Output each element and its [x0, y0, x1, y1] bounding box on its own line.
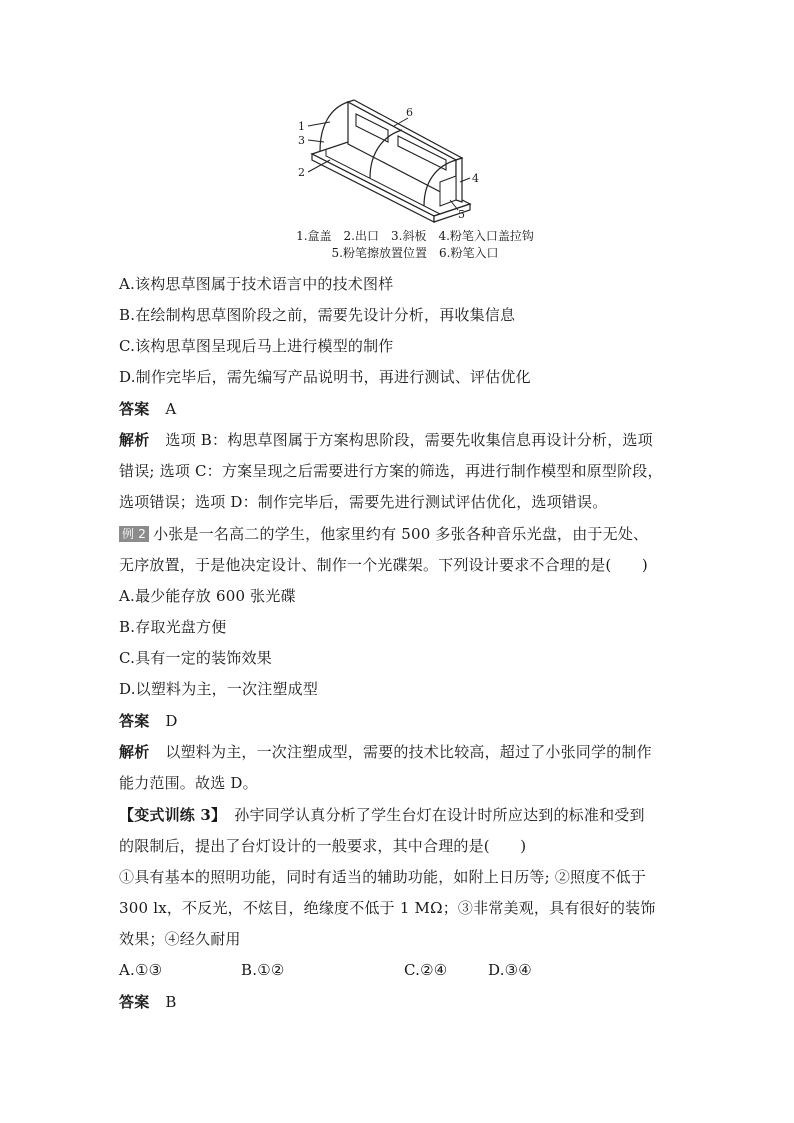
callout-number: 6 — [406, 106, 413, 119]
answer-row — [119, 711, 178, 731]
analysis-text: 错误; 选项 C：方案呈现之后需要进行方案的筛选，再进行制作模型和原型阶段， — [119, 462, 663, 480]
option-b: B.①② — [241, 961, 285, 979]
option-d: D.③④ — [488, 961, 532, 979]
variant-title: 【变式训练 3】 — [119, 806, 227, 824]
figure-caption-line: 5.粉笔擦放置位置 6.粉笔入口 — [331, 246, 499, 260]
analysis-text: 以塑料为主，一次注塑成型，需要的技术比较高，超过了小张同学的制作 — [165, 743, 652, 761]
analysis-label: 解析 — [119, 431, 150, 449]
answer-label: 答案 — [119, 712, 150, 730]
variant-stem-text: 的限制后，提出了台灯设计的一般要求，其中合理的是( ) — [119, 837, 527, 855]
option-a: A.该构思草图属于技术语言中的技术图样 — [119, 275, 394, 293]
answer-row — [119, 992, 177, 1012]
option-d: D.制作完毕后，需先编写产品说明书，再进行测试、评估优化 — [119, 368, 531, 386]
analysis-row — [119, 742, 652, 762]
variant-stem-text: 孙宇同学认真分析了学生台灯在设计时所应达到的标准和受到 — [234, 806, 645, 824]
callout-number: 5 — [458, 208, 465, 221]
variant-stem-text: ①具有基本的照明功能，同时有适当的辅助功能，如附上日历等; ②照度不低于 — [119, 868, 647, 886]
chalk-box-sketch-drawing — [290, 96, 540, 228]
chalk-box-sketch-figure — [290, 96, 540, 264]
example-stem-text: 无序放置，于是他决定设计、制作一个光碟架。下列设计要求不合理的是( ) — [119, 556, 648, 574]
variant-options-row — [119, 960, 532, 980]
analysis-row — [119, 430, 653, 450]
analysis-label: 解析 — [119, 743, 150, 761]
analysis-text: 能力范围。故选 D。 — [119, 774, 258, 792]
option-c: C.该构思草图呈现后马上进行模型的制作 — [119, 337, 394, 355]
example-tag: 例 2 — [119, 526, 149, 542]
analysis-text: 选项 B：构思草图属于方案构思阶段，需要先收集信息再设计分析，选项 — [165, 431, 653, 449]
variant-stem-text: 300 lx，不反光，不炫目，绝缘度不低于 1 MΩ；③非常美观，具有很好的装饰 — [119, 899, 656, 917]
analysis-text: 选项错误；选项 D：制作完毕后，需要先进行测试评估优化，选项错误。 — [119, 493, 608, 511]
answer-label: 答案 — [119, 993, 150, 1011]
callout-number: 3 — [298, 134, 305, 147]
variant-stem-text: 效果；④经久耐用 — [119, 930, 241, 948]
figure-caption-line: 1.盒盖 2.出口 3.斜板 4.粉笔入口盖拉钩 — [296, 229, 534, 243]
callout-number: 2 — [298, 166, 305, 179]
option-d: D.以塑料为主，一次注塑成型 — [119, 680, 319, 698]
option-b: B.存取光盘方便 — [119, 618, 227, 636]
callout-number: 1 — [298, 120, 305, 133]
option-c: C.具有一定的装饰效果 — [119, 649, 272, 667]
answer-value: D — [165, 712, 178, 730]
answer-value: B — [165, 993, 177, 1011]
variant-stem — [119, 805, 645, 825]
option-b: B.在绘制构思草图阶段之前，需要先设计分析，再收集信息 — [119, 306, 516, 324]
callout-number: 4 — [472, 172, 479, 185]
option-a: A.①③ — [119, 961, 163, 979]
option-a: A.最少能存放 600 张光碟 — [119, 587, 296, 605]
option-c: C.②④ — [404, 961, 448, 979]
answer-label: 答案 — [119, 400, 150, 418]
example-stem-text: 小张是一名高二的学生，他家里约有 500 多张各种音乐光盘，由于无处、 — [153, 525, 649, 543]
example-stem — [119, 524, 648, 544]
answer-value: A — [165, 400, 177, 418]
answer-row — [119, 399, 176, 419]
